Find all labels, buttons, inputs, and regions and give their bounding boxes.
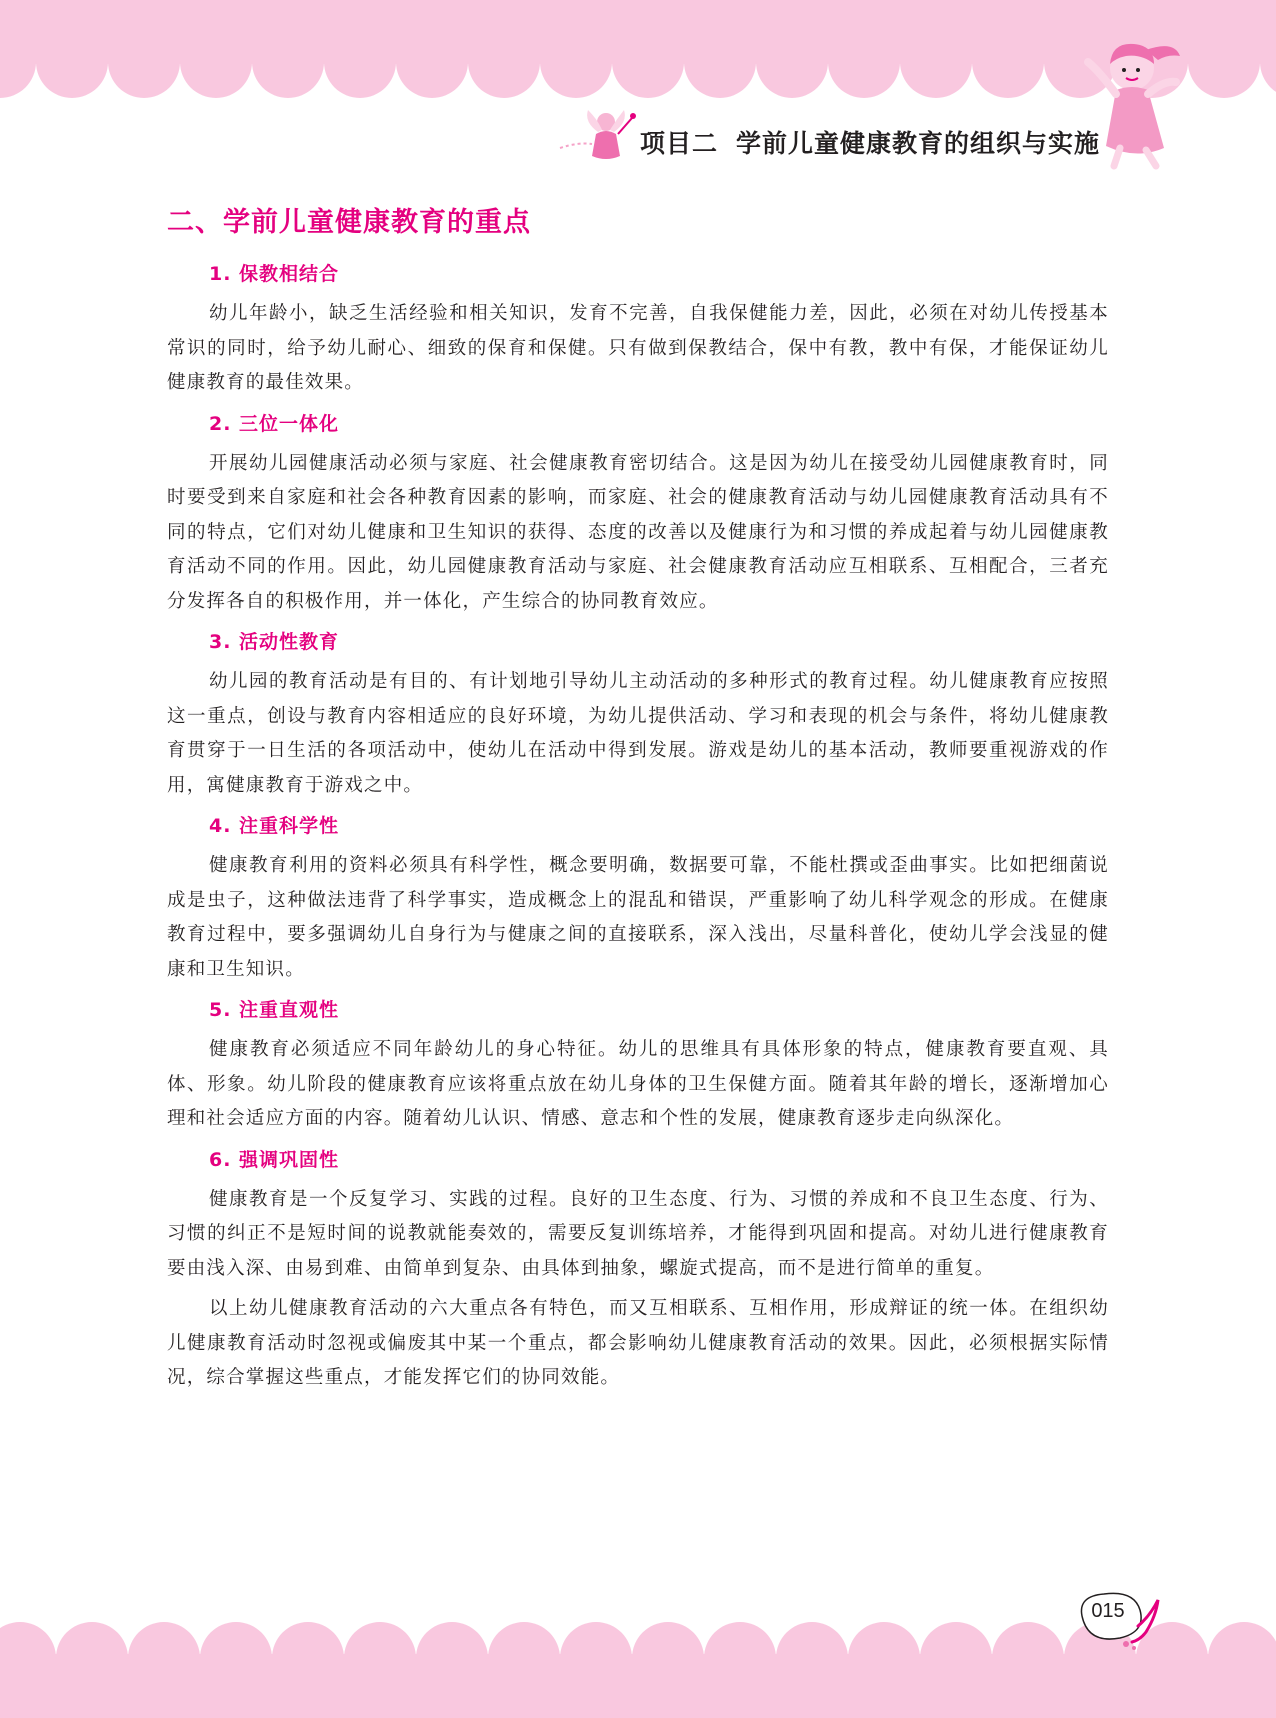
scallop-top: [756, 26, 828, 98]
scallop-bottom: [704, 1622, 776, 1694]
scallop-bottom: [200, 1622, 272, 1694]
paragraph: 开展幼儿园健康活动必须与家庭、社会健康教育密切结合。这是因为幼儿在接受幼儿园健康教育时，同时要受到来自家庭和社会各种教育因素的影响，而家庭、社会的健康教育活动与幼儿园健康教育活动具有不同的特点，它们对幼儿健康和卫生知识的获得、态度的改善以及健康行为和习惯的养成起着与幼儿园健康教育活动不同的作用。因此，幼儿园健康教育活动与家庭、社会健康教育活动应互相联系、互相配合，三者充分发挥各自的积极作用，并一体化，产生综合的协同教育效应。: [167, 452, 1109, 612]
scallop-top: [1188, 26, 1260, 98]
scallop-bottom: [776, 1622, 848, 1694]
paragraph: 健康教育是一个反复学习、实践的过程。良好的卫生态度、行为、习惯的养成和不良卫生态度、行为、习惯的纠正不是短时间的说教就能奏效的，需要反复训练培养，才能得到巩固和提高。对幼儿进行健康教育要由浅入深、由易到难、由简单到复杂、由具体到抽象，螺旋式提高，而不是进行简单的重复。: [167, 1188, 1109, 1279]
scallop-top: [324, 26, 396, 98]
paragraph: 幼儿园的教育活动是有目的、有计划地引导幼儿主动活动的多种形式的教育过程。幼儿健康教育应按照这一重点，创设与教育内容相适应的良好环境，为幼儿提供活动、学习和表现的机会与条件，将幼儿健康教育贯穿于一日生活的各项活动中，使幼儿在活动中得到发展。游戏是幼儿的基本活动，教师要重视游戏的作用，寓健康教育于游戏之中。: [167, 671, 1109, 796]
page-number: 015: [1091, 1600, 1125, 1622]
scallop-bottom: [128, 1622, 200, 1694]
main-content: [167, 200, 1109, 1402]
subsection-2: [167, 407, 1109, 620]
subsection-heading: 1. 保教相结合: [209, 263, 340, 285]
subsection-heading: 2. 三位一体化: [209, 412, 340, 435]
scallop-bottom: [488, 1622, 560, 1694]
fairy-illustration: [558, 104, 638, 168]
subsection-6: [167, 1143, 1109, 1396]
header-project: 项目二: [640, 129, 719, 158]
paragraph: 健康教育必须适应不同年龄幼儿的身心特征。幼儿的思维具有具体形象的特点，健康教育要直观、具体、形象。幼儿阶段的健康教育应该将重点放在幼儿身体的卫生保健方面。随着其年龄的增长，逐渐增加心理和社会适应方面的内容。随着幼儿认识、情感、意志和个性的发展，健康教育逐步走向纵深化。: [167, 1039, 1109, 1129]
scallop-top: [828, 26, 900, 98]
scallop-top: [540, 26, 612, 98]
header-title: 学前儿童健康教育的组织与实施: [736, 129, 1101, 158]
subsection-5: [167, 993, 1109, 1137]
scallop-bottom: [56, 1622, 128, 1694]
scallop-bottom: [848, 1622, 920, 1694]
subsection-heading: 5. 注重直观性: [209, 999, 340, 1021]
scallop-bottom: [344, 1622, 416, 1694]
scallop-bottom: [992, 1622, 1064, 1694]
scallop-top: [684, 26, 756, 98]
subsection-heading: 6. 强调巩固性: [209, 1148, 340, 1171]
subsection-4: [167, 809, 1109, 987]
scallop-top: [612, 26, 684, 98]
scallop-top: [468, 26, 540, 98]
girl-illustration: [1076, 20, 1186, 170]
section-title: 二、学前儿童健康教育的重点: [167, 207, 531, 238]
paragraph: 幼儿年龄小，缺乏生活经验和相关知识，发育不完善，自我保健能力差，因此，必须在对幼儿传授基本常识的同时，给予幼儿耐心、细致的保育和保健。只有做到保教结合，保中有教，教中有保，才能保证幼儿健康教育的最佳效果。: [167, 303, 1109, 393]
running-header: [640, 124, 1100, 160]
scallop-bottom: [920, 1622, 992, 1694]
subsection-heading: 4. 注重科学性: [209, 815, 340, 837]
subsection-3: [167, 625, 1109, 803]
summary-paragraph: 以上幼儿健康教育活动的六大重点各有特色，而又互相联系、互相作用，形成辩证的统一体。在组织幼儿健康教育活动时忽视或偏废其中某一个重点，都会影响幼儿健康教育活动的效果。因此，必须根据实际情况，综合掌握这些重点，才能发挥它们的协同效能。: [167, 1298, 1109, 1388]
scallop-bottom: [416, 1622, 488, 1694]
scallop-top: [36, 26, 108, 98]
subsection-heading: 3. 活动性教育: [209, 631, 340, 653]
scallop-bottom: [632, 1622, 704, 1694]
subsection-1: [167, 257, 1109, 401]
page-number-badge: [1074, 1586, 1164, 1656]
scallop-top: [108, 26, 180, 98]
scallop-bottom: [272, 1622, 344, 1694]
scallop-bottom: [560, 1622, 632, 1694]
scallop-top: [972, 26, 1044, 98]
paragraph: 健康教育利用的资料必须具有科学性，概念要明确，数据要可靠，不能杜撰或歪曲事实。比如把细菌说成是虫子，这种做法违背了科学事实，造成概念上的混乱和错误，严重影响了幼儿科学观念的形成。在健康教育过程中，要多强调幼儿自身行为与健康之间的直接联系，深入浅出，尽量科普化，使幼儿学会浅显的健康和卫生知识。: [167, 855, 1109, 980]
scallop-top: [252, 26, 324, 98]
scallop-top: [396, 26, 468, 98]
scallop-top: [900, 26, 972, 98]
scallop-top: [180, 26, 252, 98]
